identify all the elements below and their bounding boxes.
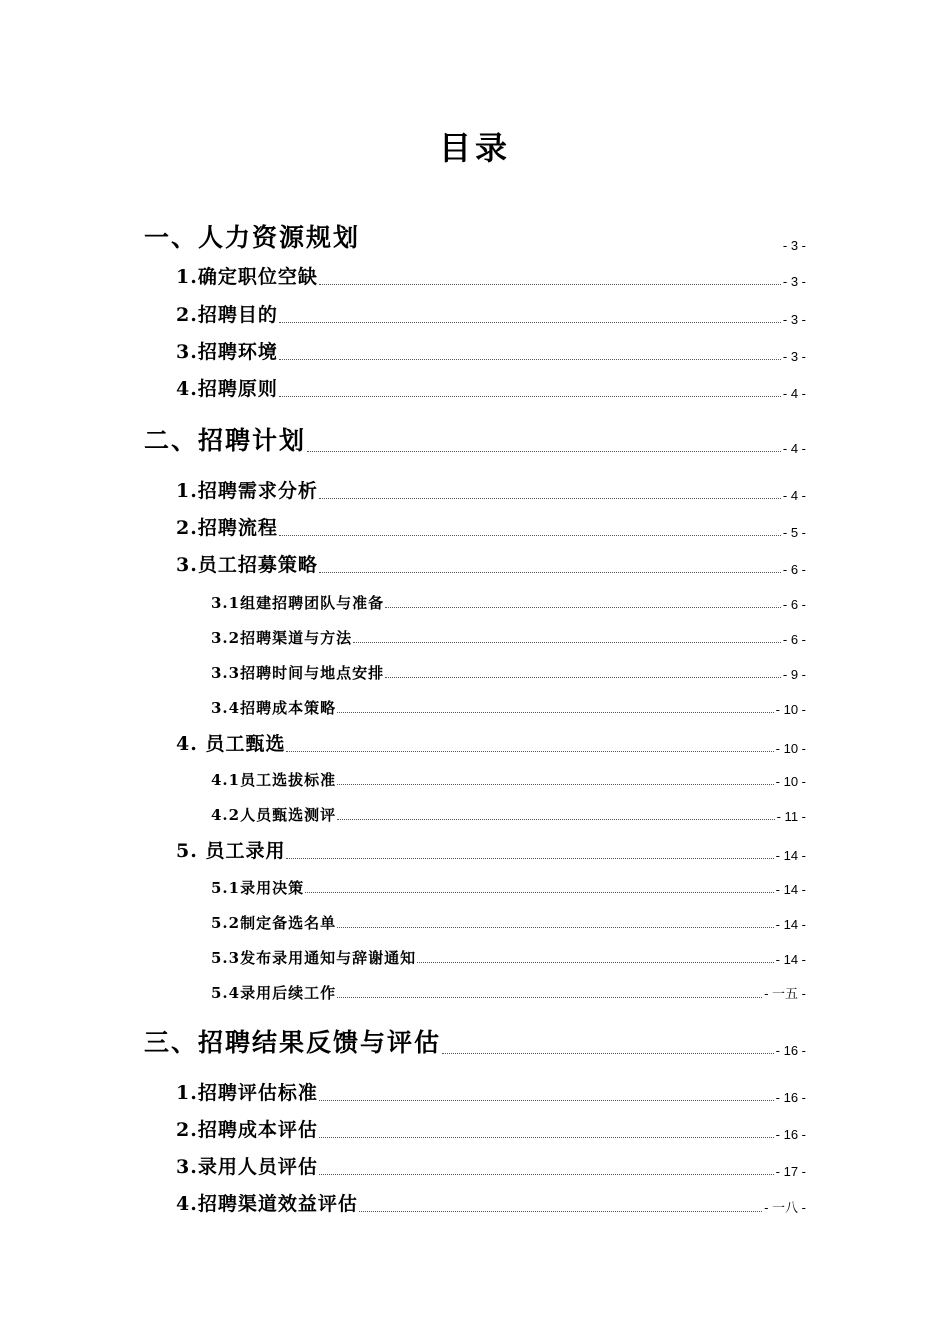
toc-entry[interactable] bbox=[176, 1079, 806, 1107]
toc-entry[interactable] bbox=[176, 263, 806, 291]
toc-entry[interactable] bbox=[144, 424, 806, 458]
toc-leader bbox=[337, 927, 774, 928]
toc-page-number: - 一五 - bbox=[764, 986, 806, 1001]
toc-entry-text: 3.3招聘时间与地点安排 bbox=[211, 664, 385, 682]
toc-leader bbox=[319, 1137, 774, 1138]
toc-entry[interactable] bbox=[211, 804, 806, 826]
toc-entry-text: 2.招聘目的 bbox=[176, 304, 278, 326]
toc-entry-text: 3.4招聘成本策略 bbox=[211, 699, 337, 717]
toc-leader bbox=[319, 1100, 774, 1101]
toc-leader bbox=[319, 498, 781, 499]
toc-page-number: - 6 - bbox=[782, 562, 806, 577]
toc-page-number: - 16 - bbox=[775, 1043, 806, 1058]
toc-leader bbox=[417, 962, 774, 963]
toc-page-number: - 9 - bbox=[782, 667, 806, 682]
toc-leader bbox=[279, 359, 781, 360]
toc-entry-text: 2.招聘流程 bbox=[176, 517, 278, 539]
toc-entry[interactable] bbox=[211, 627, 806, 649]
toc-entry-text: 4.1员工选拔标准 bbox=[211, 771, 337, 789]
toc-page-number: - 6 - bbox=[782, 597, 806, 612]
toc-page-number: - 3 - bbox=[782, 238, 806, 253]
toc-leader bbox=[385, 607, 781, 608]
toc-leader bbox=[305, 892, 774, 893]
toc-leader bbox=[279, 396, 781, 397]
toc-entry-text: 4.2人员甄选测评 bbox=[211, 806, 337, 824]
toc-entry-text: 5.4录用后续工作 bbox=[211, 984, 337, 1002]
toc-entry-text: 1.确定职位空缺 bbox=[176, 266, 318, 288]
toc-entry[interactable] bbox=[176, 514, 806, 542]
toc-page-number: - 4 - bbox=[782, 441, 806, 456]
page-title: 目录 bbox=[438, 129, 511, 167]
toc-entry[interactable] bbox=[211, 592, 806, 614]
toc-entry-text: 4.招聘渠道效益评估 bbox=[176, 1193, 358, 1215]
toc-page-number: - 10 - bbox=[775, 774, 806, 789]
toc-page-number: - 14 - bbox=[775, 952, 806, 967]
toc-page-number: - 17 - bbox=[775, 1164, 806, 1179]
toc-entry-text: 3.1组建招聘团队与准备 bbox=[211, 594, 385, 612]
toc-entry[interactable] bbox=[176, 1153, 806, 1181]
toc-page-number: - 14 - bbox=[775, 882, 806, 897]
toc-entry-text: 3.招聘环境 bbox=[176, 341, 278, 363]
toc-entry-text: 2.招聘成本评估 bbox=[176, 1119, 318, 1141]
toc-entry-text: 5.3发布录用通知与辞谢通知 bbox=[211, 949, 417, 967]
toc-page-number: - 10 - bbox=[775, 702, 806, 717]
toc-leader bbox=[337, 819, 775, 820]
toc-entry[interactable] bbox=[211, 662, 806, 684]
toc-entry-text: 1.招聘需求分析 bbox=[176, 480, 318, 502]
toc-leader bbox=[337, 997, 762, 998]
toc-page-number: - 3 - bbox=[782, 312, 806, 327]
toc-entry-text: 4.招聘原则 bbox=[176, 378, 278, 400]
toc-page-number: - 3 - bbox=[782, 274, 806, 289]
toc-leader bbox=[286, 751, 773, 752]
toc-entry[interactable] bbox=[211, 947, 806, 969]
toc-entry-text: 4. 员工甄选 bbox=[176, 733, 286, 755]
toc-leader bbox=[319, 1174, 774, 1175]
toc-leader bbox=[385, 677, 781, 678]
toc-entry[interactable] bbox=[176, 730, 806, 758]
toc-leader bbox=[279, 322, 781, 323]
toc-entry[interactable] bbox=[176, 477, 806, 505]
toc-entry[interactable] bbox=[211, 912, 806, 934]
toc-entry-text: 1.招聘评估标准 bbox=[176, 1082, 318, 1104]
toc-page-number: - 14 - bbox=[775, 917, 806, 932]
toc-entry[interactable] bbox=[176, 837, 806, 865]
toc-leader bbox=[337, 712, 774, 713]
toc-leader bbox=[307, 451, 781, 452]
toc-page-number: - 14 - bbox=[775, 848, 806, 863]
toc-entry[interactable] bbox=[176, 1116, 806, 1144]
toc-entry-text: 3.2招聘渠道与方法 bbox=[211, 629, 353, 647]
toc-page-number: - 4 - bbox=[782, 488, 806, 503]
toc-entry-text: 5.2制定备选名单 bbox=[211, 914, 337, 932]
toc-entry[interactable] bbox=[144, 221, 806, 255]
toc-leader bbox=[319, 572, 781, 573]
toc-page-number: - 4 - bbox=[782, 386, 806, 401]
toc-page-number: - 一八 - bbox=[764, 1200, 806, 1215]
toc-page-number: - 16 - bbox=[775, 1090, 806, 1105]
toc-entry-text: 二、招聘计划 bbox=[144, 426, 307, 455]
toc-leader bbox=[359, 1211, 762, 1212]
toc-page-number: - 16 - bbox=[775, 1127, 806, 1142]
toc-entry[interactable] bbox=[176, 338, 806, 366]
toc-page-number: - 11 - bbox=[776, 809, 806, 824]
toc-entry[interactable] bbox=[176, 1190, 806, 1218]
toc-page-number: - 6 - bbox=[782, 632, 806, 647]
toc-entry[interactable] bbox=[211, 697, 806, 719]
toc-leader bbox=[442, 1053, 774, 1054]
toc-entry-text: 5.1录用决策 bbox=[211, 879, 305, 897]
toc-leader bbox=[353, 642, 781, 643]
toc-page-number: - 3 - bbox=[782, 349, 806, 364]
toc-entry[interactable] bbox=[211, 769, 806, 791]
toc-entry[interactable] bbox=[144, 1026, 806, 1060]
toc-entry[interactable] bbox=[176, 551, 806, 579]
toc-page-number: - 10 - bbox=[775, 741, 806, 756]
toc-entry-text: 3.员工招募策略 bbox=[176, 554, 318, 576]
toc-leader bbox=[279, 535, 781, 536]
toc-entry-text: 5. 员工录用 bbox=[176, 840, 286, 862]
toc-entry-text: 3.录用人员评估 bbox=[176, 1156, 318, 1178]
toc-entry-text: 三、招聘结果反馈与评估 bbox=[144, 1028, 442, 1057]
toc-leader bbox=[286, 858, 773, 859]
toc-leader bbox=[319, 284, 781, 285]
toc-entry[interactable] bbox=[211, 877, 806, 899]
toc-entry[interactable] bbox=[176, 375, 806, 403]
toc-leader bbox=[361, 248, 781, 249]
toc-page-number: - 5 - bbox=[782, 525, 806, 540]
toc-entry-text: 一、人力资源规划 bbox=[144, 223, 361, 252]
toc-entry[interactable] bbox=[176, 301, 806, 329]
toc-entry[interactable] bbox=[211, 982, 806, 1004]
toc-leader bbox=[337, 784, 774, 785]
